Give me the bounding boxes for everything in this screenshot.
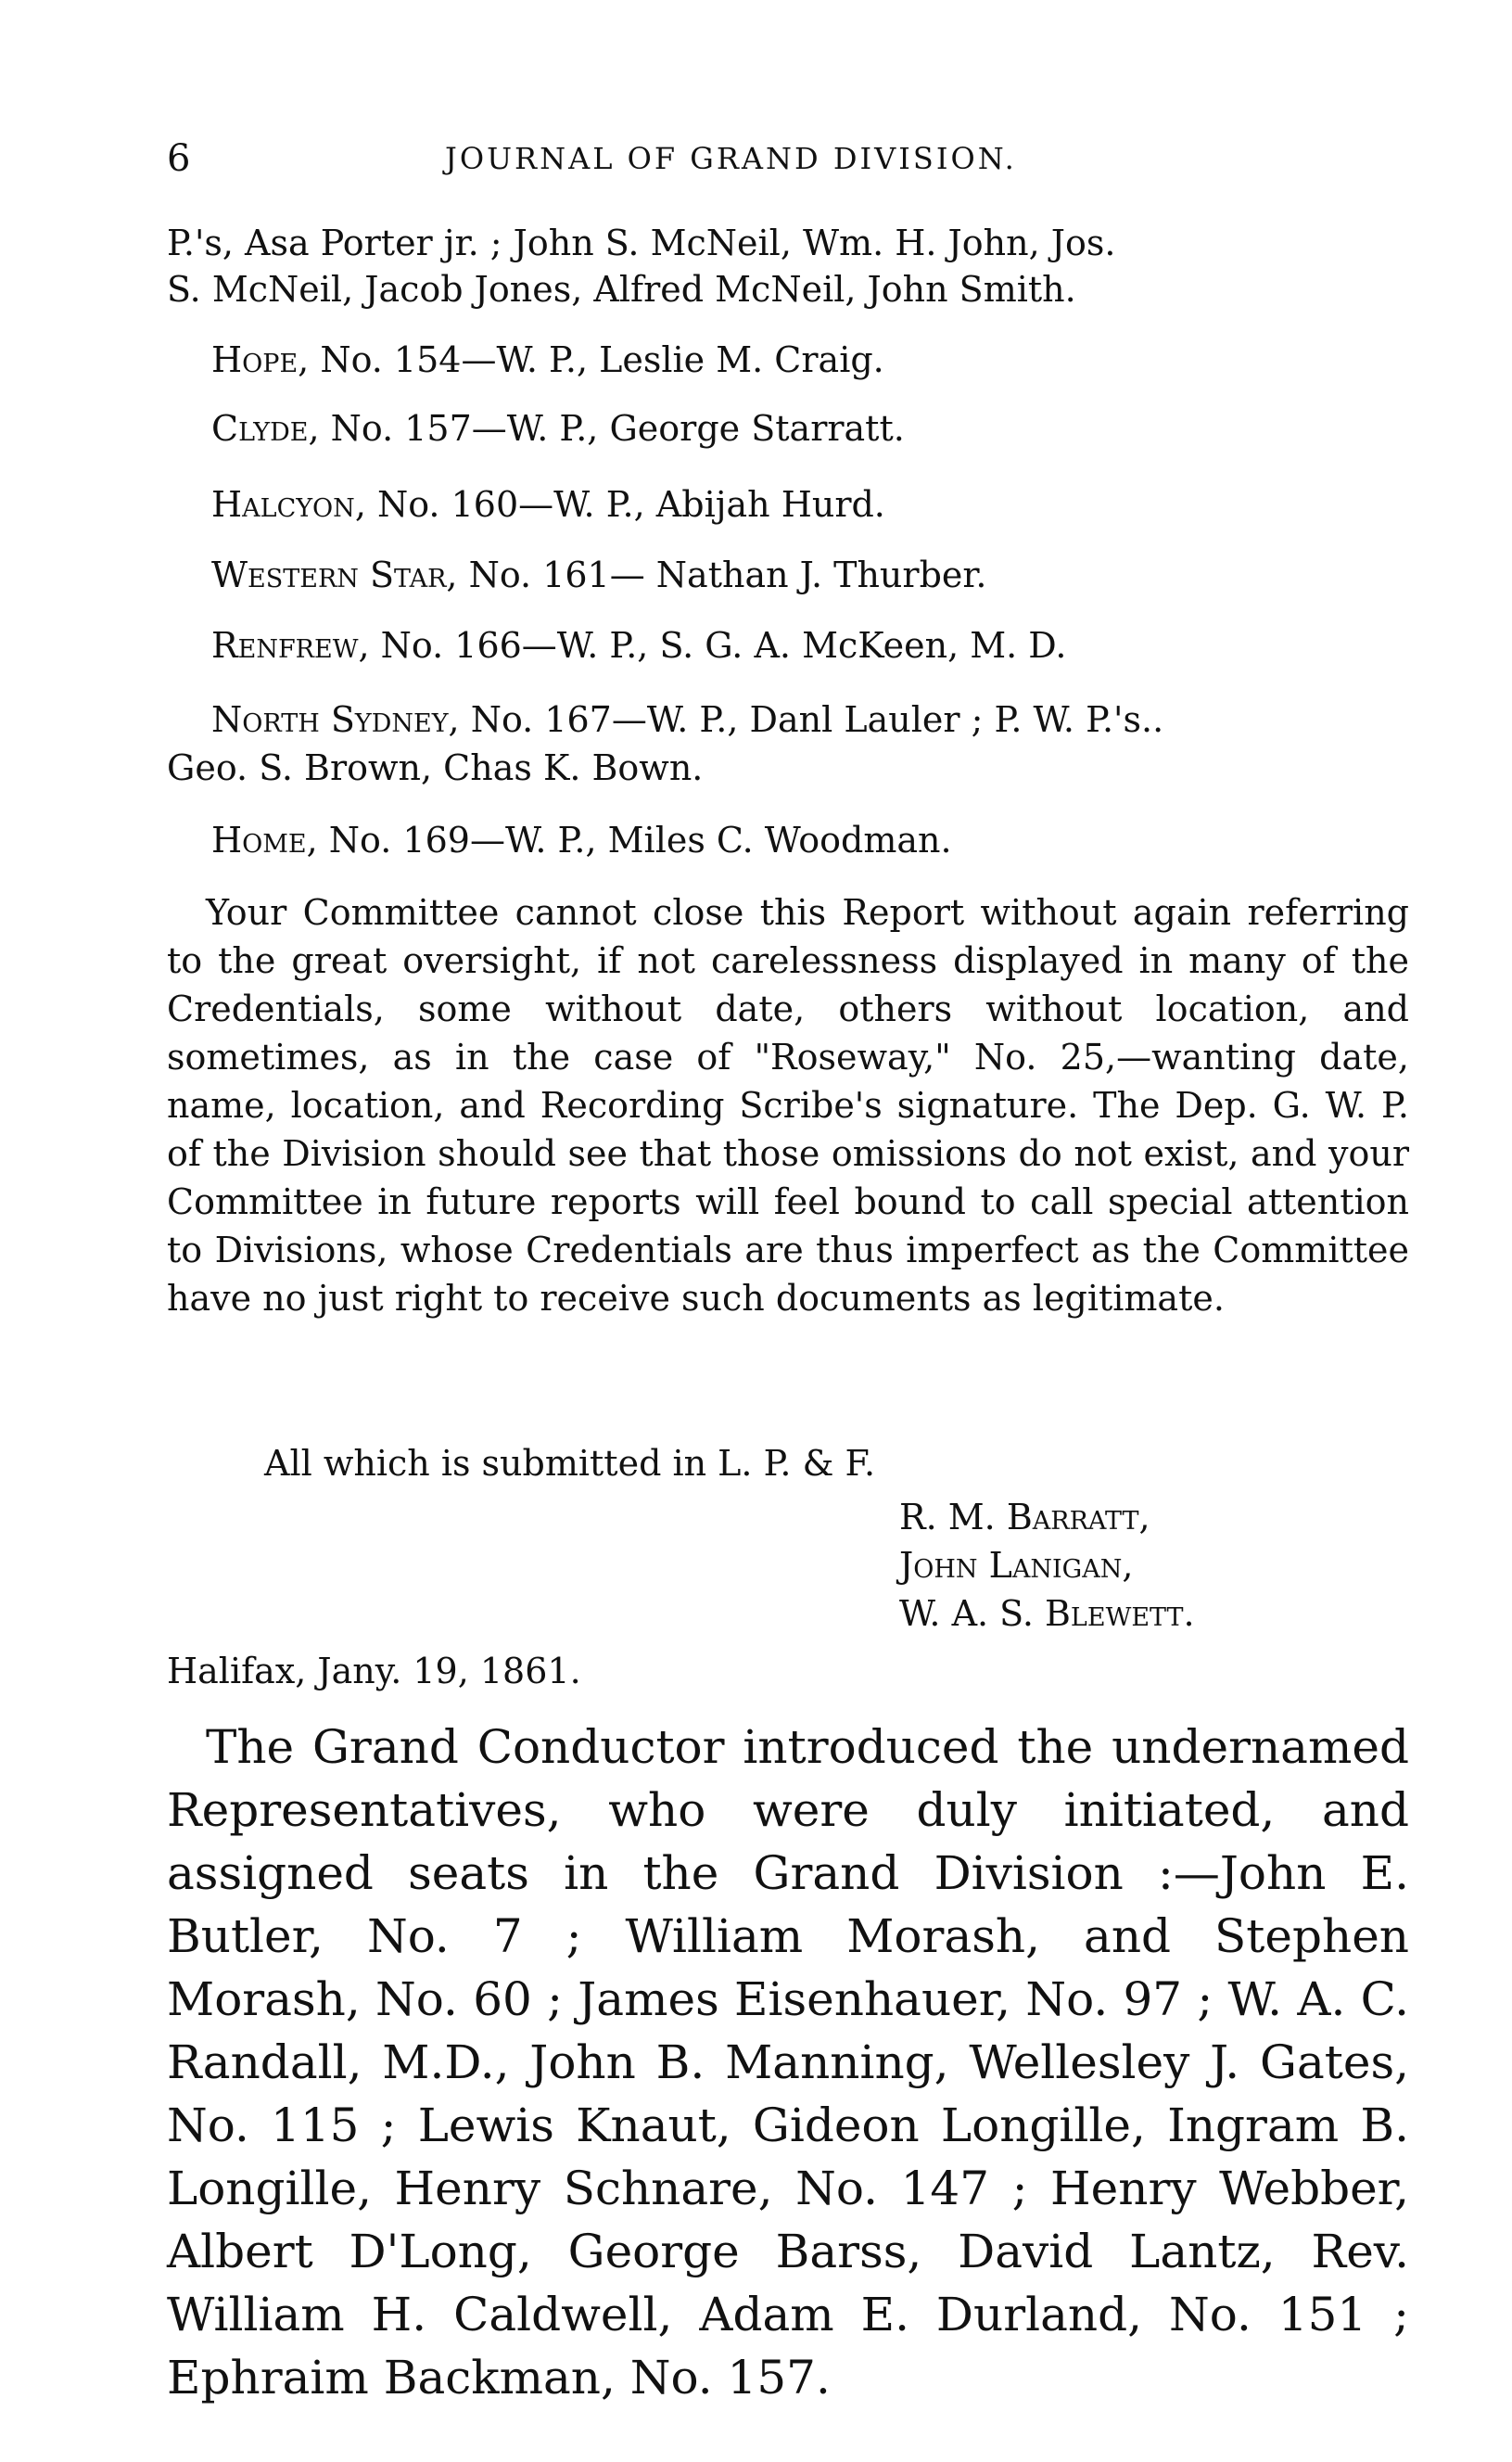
division-entry: [211, 336, 884, 384]
division-details: , No. 154—W. P., Leslie M. Craig.: [298, 339, 884, 380]
division-details: , No. 161— Nathan J. Thurber.: [446, 555, 987, 595]
page-header: [167, 137, 1446, 193]
division-entry: [211, 480, 885, 529]
division-details: , No. 157—W. P., George Starratt.: [308, 408, 905, 449]
division-entry-continuation: [167, 744, 703, 792]
signature: R. M. Barratt,: [899, 1497, 1150, 1537]
division-details: , No. 160—W. P., Abijah Hurd.: [354, 484, 885, 525]
division-entry: [211, 695, 1163, 744]
continuation-line: S. McNeil, Jacob Jones, Alfred McNeil, John Smith.: [167, 269, 1076, 310]
division-entry: [211, 816, 952, 864]
division-details: , No. 169—W. P., Miles C. Woodman.: [306, 820, 952, 861]
date-line: Halifax, Jany. 19, 1861.: [167, 1651, 581, 1691]
division-name: Western Star: [211, 555, 447, 595]
division-name: Home: [211, 820, 307, 861]
division-entry: [211, 404, 905, 453]
division-name: Renfrew: [211, 625, 359, 666]
page-number: 6: [167, 137, 191, 180]
continuation-line: P.'s, Asa Porter jr. ; John S. McNeil, Wm. H. John, Jos.: [167, 223, 1116, 263]
running-head: JOURNAL OF GRAND DIVISION.: [445, 141, 1017, 176]
division-details: Geo. S. Brown, Chas K. Bown.: [167, 747, 704, 788]
division-name: Halcyon: [211, 484, 355, 525]
division-entry: [211, 621, 1067, 670]
committee-paragraph: Your Committee cannot close this Report without again referring to the great oversight, if not carelessness displayed in many of the Credentials, some without date, others without location, and sometimes, as in the case of "Roseway," No. 25,—wanting date, name, location, and Recording Scribe's signature. The Dep. G. W. P. of the Division should see that those omissions do not exist, and your Committee in future reports will feel bound to call special attention to Divisions, whose Credentials are thus imperfect as the Committee have no just right to receive such documents as legitimate.: [167, 892, 1409, 1319]
division-details: , No. 167—W. P., Danl Lauler ; P. W. P.'s..: [448, 699, 1164, 740]
division-entry: [211, 551, 986, 599]
signature: W. A. S. Blewett.: [899, 1593, 1195, 1634]
submission-line: All which is submitted in L. P. & F.: [264, 1443, 876, 1484]
division-name: Clyde: [211, 408, 309, 449]
division-name: Hope: [211, 339, 299, 380]
signature-block: [899, 1493, 1344, 1638]
division-name: North Sydney: [211, 699, 449, 740]
closing-paragraph: The Grand Conductor introduced the undernamed Representatives, who were duly initiated, and assigned seats in the Grand Division :—John E. Butler, No. 7 ; William Morash, and Stephen Morash, No. 60 ; James Eisenhauer, No. 97 ; W. A. C. Randall, M.D., John B. Manning, Wellesley J. Gates, No. 115 ; Lewis Knaut, Gideon Longille, Ingram B. Longille, Henry Schnare, No. 147 ; Henry Webber, Albert D'Long, George Barss, David Lantz, Rev. William H. Caldwell, Adam E. Durland, No. 151 ; Ephraim Backman, No. 157.: [167, 1720, 1409, 2405]
signature: John Lanigan,: [899, 1545, 1134, 1586]
division-details: , No. 166—W. P., S. G. A. McKeen, M. D.: [358, 625, 1067, 666]
